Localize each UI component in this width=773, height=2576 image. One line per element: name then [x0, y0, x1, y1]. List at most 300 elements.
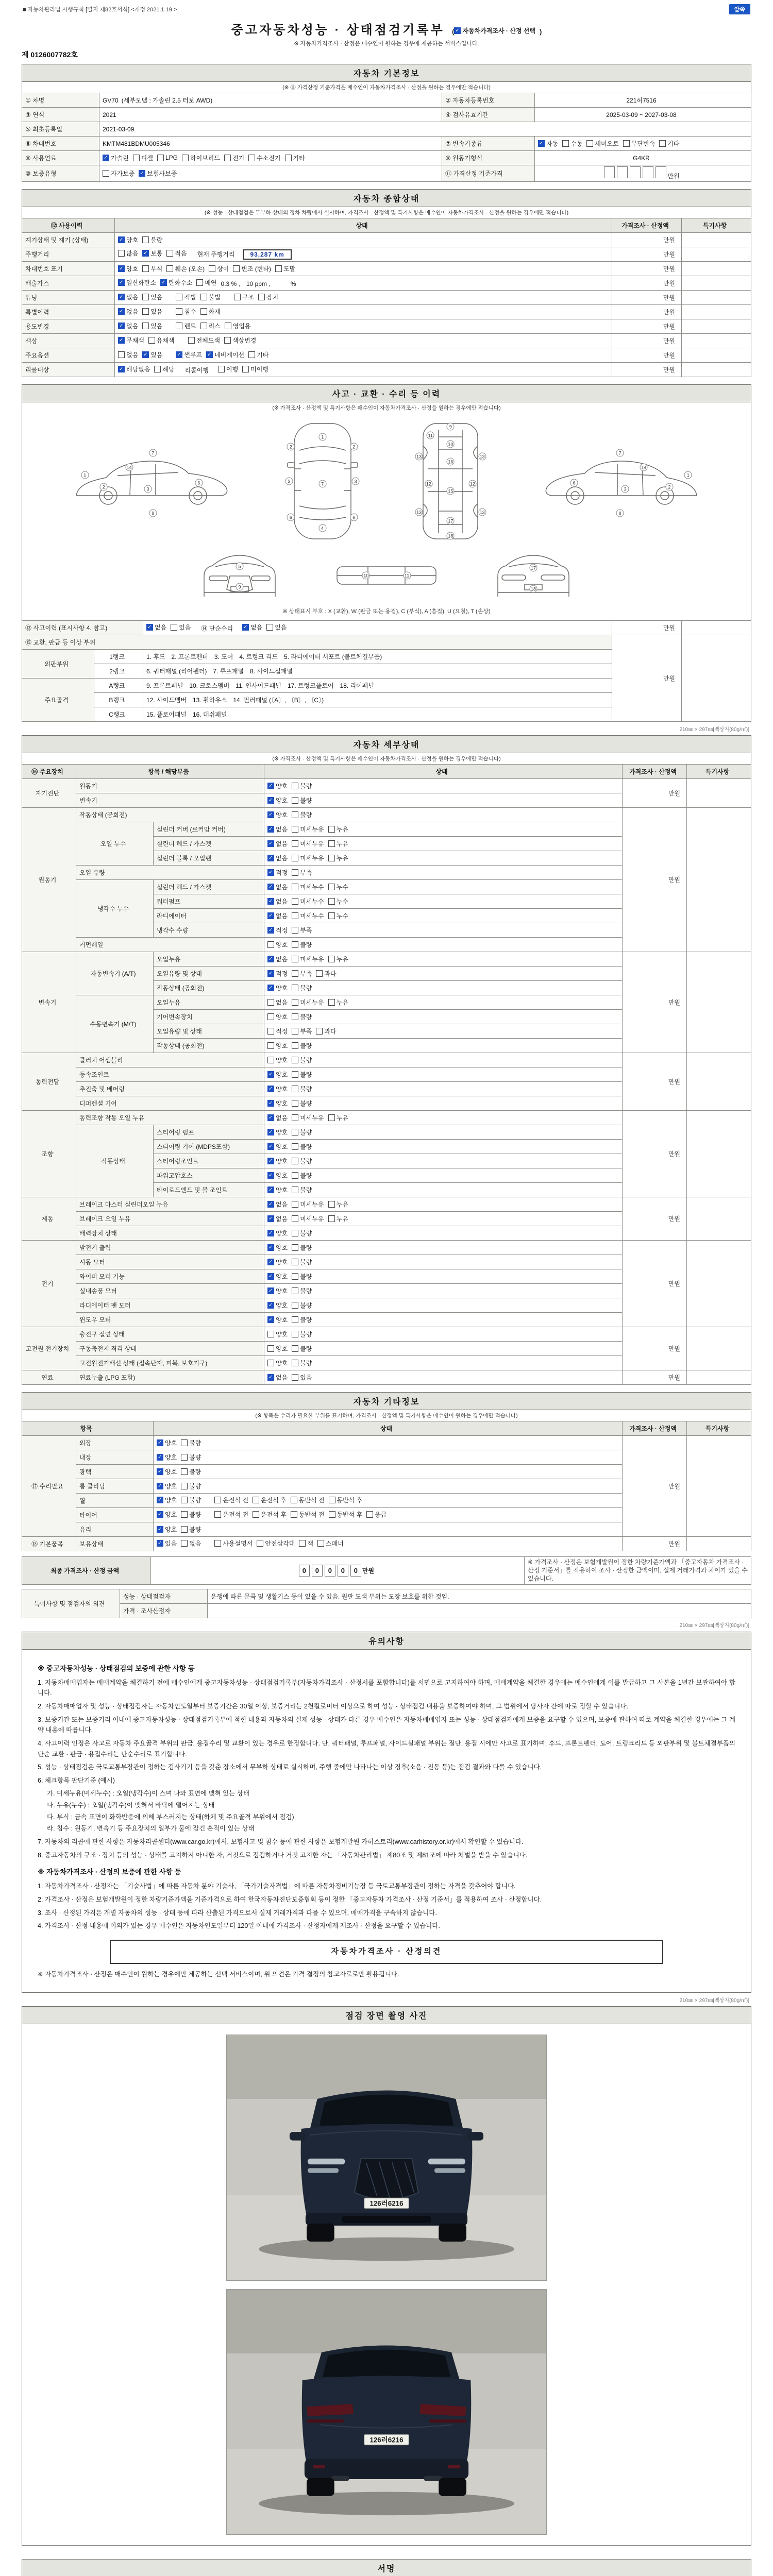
checkbox-icon[interactable]	[154, 366, 161, 372]
checkbox-icon[interactable]	[292, 884, 298, 890]
checkbox-icon[interactable]	[267, 1316, 274, 1323]
checkbox-불량[interactable]	[292, 1056, 312, 1064]
checkbox-불량[interactable]	[292, 940, 312, 949]
checkbox-icon[interactable]	[234, 294, 241, 300]
checkbox-icon[interactable]	[248, 155, 255, 161]
checkbox-양호[interactable]	[267, 1171, 288, 1180]
checkbox-icon[interactable]	[118, 279, 125, 286]
checkbox-양호[interactable]	[267, 796, 288, 805]
checkbox-icon[interactable]	[209, 265, 215, 272]
checkbox-미세누유[interactable]	[292, 854, 324, 862]
checkbox-없음[interactable]	[118, 293, 138, 301]
checkbox-icon[interactable]	[285, 155, 292, 161]
checkbox-icon[interactable]	[266, 624, 273, 631]
checkbox-적정[interactable]	[267, 969, 288, 978]
checkbox-icon[interactable]	[267, 1013, 274, 1020]
checkbox-불량[interactable]	[292, 1243, 312, 1252]
checkbox-icon[interactable]	[171, 624, 177, 631]
checkbox-icon[interactable]	[328, 1201, 335, 1208]
checkbox-불량[interactable]	[181, 1467, 201, 1476]
checkbox-양호[interactable]	[267, 940, 288, 949]
checkbox-기타[interactable]	[285, 154, 305, 162]
checkbox-불량[interactable]	[292, 1315, 312, 1324]
checkbox-icon[interactable]	[292, 1100, 298, 1107]
checkbox-icon[interactable]	[139, 170, 145, 177]
checkbox-훼손 (오손)[interactable]	[166, 264, 205, 273]
checkbox-미세누수[interactable]	[292, 883, 324, 891]
checkbox-icon[interactable]	[157, 1497, 163, 1503]
checkbox-사용설명서[interactable]	[214, 1539, 253, 1548]
checkbox-icon[interactable]	[292, 1071, 298, 1078]
checkbox-누유[interactable]	[328, 1214, 348, 1223]
checkbox-icon[interactable]	[142, 294, 149, 300]
checkbox-icon[interactable]	[292, 840, 298, 847]
checkbox-icon[interactable]	[267, 1100, 274, 1107]
checkbox-부족[interactable]	[292, 926, 312, 935]
checkbox-icon[interactable]	[267, 1273, 274, 1280]
checkbox-양호[interactable]	[267, 1142, 288, 1151]
checkbox-icon[interactable]	[157, 1540, 163, 1547]
checkbox-적법[interactable]	[176, 293, 196, 301]
checkbox-없음[interactable]	[242, 623, 262, 632]
checkbox-icon[interactable]	[328, 912, 335, 919]
checkbox-불량[interactable]	[292, 1157, 312, 1165]
checkbox-icon[interactable]	[454, 27, 461, 34]
checkbox-icon[interactable]	[328, 1114, 335, 1121]
checkbox-icon[interactable]	[118, 323, 125, 329]
checkbox-icon[interactable]	[206, 351, 213, 358]
checkbox-없음[interactable]	[267, 897, 288, 906]
checkbox-불량[interactable]	[292, 1185, 312, 1194]
checkbox-수소전기[interactable]	[248, 154, 280, 162]
checkbox-icon[interactable]	[562, 140, 569, 147]
checkbox-icon[interactable]	[181, 1483, 188, 1489]
checkbox-icon[interactable]	[188, 337, 195, 344]
checkbox-미세누유[interactable]	[292, 1214, 324, 1223]
checkbox-세미오토[interactable]	[586, 139, 618, 148]
checkbox-icon[interactable]	[267, 1360, 274, 1366]
checkbox-icon[interactable]	[267, 783, 274, 789]
checkbox-전체도색[interactable]	[188, 336, 220, 345]
checkbox-디젤[interactable]	[133, 154, 153, 162]
checkbox-없음[interactable]	[181, 1539, 201, 1548]
checkbox-icon[interactable]	[118, 265, 125, 272]
checkbox-부족[interactable]	[292, 1027, 312, 1036]
checkbox-누유[interactable]	[328, 1200, 348, 1209]
checkbox-자동차가격조사 · 산정 선택[interactable]	[454, 26, 535, 35]
checkbox-icon[interactable]	[176, 294, 182, 300]
checkbox-icon[interactable]	[181, 1439, 188, 1446]
checkbox-icon[interactable]	[267, 1345, 274, 1352]
checkbox-있음[interactable]	[292, 1373, 312, 1382]
checkbox-썬루프[interactable]	[176, 350, 202, 359]
checkbox-icon[interactable]	[157, 1468, 163, 1475]
checkbox-icon[interactable]	[329, 1511, 335, 1518]
checkbox-icon[interactable]	[292, 1259, 298, 1265]
checkbox-없음[interactable]	[267, 998, 288, 1007]
checkbox-누유[interactable]	[328, 1113, 348, 1122]
checkbox-icon[interactable]	[166, 265, 173, 272]
checkbox-부식[interactable]	[142, 264, 162, 273]
checkbox-가솔린[interactable]	[103, 154, 129, 162]
checkbox-양호[interactable]	[118, 264, 138, 273]
checkbox-양호[interactable]	[267, 1315, 288, 1324]
checkbox-변조 (변타)[interactable]	[233, 264, 271, 273]
checkbox-icon[interactable]	[181, 1468, 188, 1475]
checkbox-icon[interactable]	[292, 1057, 298, 1063]
checkbox-적정[interactable]	[267, 1027, 288, 1036]
checkbox-icon[interactable]	[292, 1143, 298, 1150]
checkbox-icon[interactable]	[292, 1187, 298, 1193]
checkbox-불량[interactable]	[292, 1012, 312, 1021]
checkbox-양호[interactable]	[157, 1510, 177, 1519]
checkbox-icon[interactable]	[267, 1259, 274, 1265]
checkbox-icon[interactable]	[267, 1302, 274, 1309]
checkbox-icon[interactable]	[157, 1483, 163, 1489]
checkbox-동반석 전[interactable]	[291, 1496, 325, 1504]
checkbox-동반석 후[interactable]	[329, 1496, 363, 1504]
checkbox-icon[interactable]	[292, 1042, 298, 1049]
checkbox-icon[interactable]	[267, 1143, 274, 1150]
checkbox-운전석 후[interactable]	[253, 1496, 287, 1504]
checkbox-양호[interactable]	[267, 1258, 288, 1266]
checkbox-icon[interactable]	[291, 1497, 297, 1503]
checkbox-누수[interactable]	[328, 883, 348, 891]
checkbox-icon[interactable]	[267, 826, 274, 833]
checkbox-icon[interactable]	[142, 308, 149, 315]
checkbox-전기[interactable]	[224, 154, 244, 162]
checkbox-양호[interactable]	[157, 1525, 177, 1534]
checkbox-불량[interactable]	[292, 782, 312, 790]
checkbox-누유[interactable]	[328, 825, 348, 834]
checkbox-양호[interactable]	[157, 1482, 177, 1490]
checkbox-적음[interactable]	[166, 249, 187, 258]
checkbox-없음[interactable]	[267, 955, 288, 963]
checkbox-icon[interactable]	[538, 140, 545, 147]
checkbox-icon[interactable]	[181, 1497, 188, 1503]
checkbox-양호[interactable]	[157, 1467, 177, 1476]
checkbox-불량[interactable]	[292, 1359, 312, 1367]
checkbox-icon[interactable]	[292, 970, 298, 977]
checkbox-양호[interactable]	[267, 1128, 288, 1137]
checkbox-구조[interactable]	[234, 293, 254, 301]
checkbox-유채색[interactable]	[148, 336, 175, 345]
checkbox-있음[interactable]	[142, 293, 162, 301]
checkbox-불량[interactable]	[181, 1510, 201, 1519]
checkbox-icon[interactable]	[267, 1244, 274, 1251]
checkbox-없음[interactable]	[267, 825, 288, 834]
checkbox-미세누유[interactable]	[292, 839, 324, 848]
checkbox-icon[interactable]	[181, 1540, 188, 1547]
checkbox-icon[interactable]	[242, 366, 249, 372]
checkbox-불량[interactable]	[292, 1142, 312, 1151]
checkbox-icon[interactable]	[224, 337, 231, 344]
checkbox-과다[interactable]	[316, 969, 336, 978]
checkbox-있음[interactable]	[171, 623, 191, 632]
checkbox-많음[interactable]	[118, 249, 138, 258]
checkbox-불량[interactable]	[181, 1438, 201, 1447]
checkbox-동반석 전[interactable]	[291, 1510, 325, 1519]
checkbox-icon[interactable]	[214, 1540, 221, 1547]
checkbox-있음[interactable]	[266, 623, 287, 632]
checkbox-누수[interactable]	[328, 911, 348, 920]
checkbox-수동[interactable]	[562, 139, 582, 148]
checkbox-icon[interactable]	[182, 155, 189, 161]
checkbox-icon[interactable]	[267, 797, 274, 804]
checkbox-icon[interactable]	[267, 1331, 274, 1337]
checkbox-매연[interactable]	[196, 278, 216, 287]
checkbox-icon[interactable]	[292, 1287, 298, 1294]
checkbox-불량[interactable]	[181, 1453, 201, 1462]
checkbox-양호[interactable]	[267, 1070, 288, 1079]
checkbox-양호[interactable]	[267, 810, 288, 819]
checkbox-icon[interactable]	[176, 308, 182, 315]
checkbox-icon[interactable]	[329, 1497, 335, 1503]
checkbox-icon[interactable]	[118, 250, 125, 257]
checkbox-icon[interactable]	[267, 855, 274, 861]
checkbox-부족[interactable]	[292, 868, 312, 877]
checkbox-없음[interactable]	[267, 839, 288, 848]
checkbox-적정[interactable]	[267, 868, 288, 877]
checkbox-icon[interactable]	[267, 1158, 274, 1164]
checkbox-icon[interactable]	[267, 1215, 274, 1222]
checkbox-누유[interactable]	[328, 998, 348, 1007]
checkbox-양호[interactable]	[267, 1041, 288, 1050]
checkbox-불량[interactable]	[292, 1286, 312, 1295]
checkbox-icon[interactable]	[118, 351, 125, 358]
checkbox-icon[interactable]	[267, 985, 274, 991]
checkbox-icon[interactable]	[292, 999, 298, 1006]
checkbox-불량[interactable]	[181, 1496, 201, 1504]
checkbox-불량[interactable]	[292, 1301, 312, 1310]
checkbox-icon[interactable]	[291, 1511, 297, 1518]
checkbox-해당[interactable]	[154, 365, 174, 374]
checkbox-미세누유[interactable]	[292, 998, 324, 1007]
checkbox-불법[interactable]	[200, 293, 221, 301]
checkbox-양호[interactable]	[267, 1229, 288, 1238]
checkbox-icon[interactable]	[225, 323, 231, 329]
checkbox-icon[interactable]	[267, 912, 274, 919]
checkbox-양호[interactable]	[267, 1286, 288, 1295]
checkbox-무단변속[interactable]	[623, 139, 655, 148]
checkbox-응급[interactable]	[366, 1510, 386, 1519]
checkbox-장치[interactable]	[258, 293, 278, 301]
checkbox-icon[interactable]	[160, 279, 167, 286]
checkbox-icon[interactable]	[218, 366, 225, 372]
checkbox-양호[interactable]	[267, 1330, 288, 1338]
checkbox-icon[interactable]	[328, 898, 335, 905]
checkbox-icon[interactable]	[267, 1042, 274, 1049]
checkbox-icon[interactable]	[267, 1057, 274, 1063]
checkbox-icon[interactable]	[118, 236, 125, 243]
checkbox-icon[interactable]	[292, 912, 298, 919]
checkbox-양호[interactable]	[267, 1099, 288, 1108]
checkbox-icon[interactable]	[292, 898, 298, 905]
checkbox-icon[interactable]	[142, 250, 149, 257]
checkbox-icon[interactable]	[200, 294, 207, 300]
checkbox-미세누수[interactable]	[292, 897, 324, 906]
checkbox-icon[interactable]	[267, 811, 274, 818]
checkbox-icon[interactable]	[181, 1511, 188, 1518]
checkbox-icon[interactable]	[267, 941, 274, 948]
checkbox-icon[interactable]	[267, 840, 274, 847]
checkbox-탄화수소[interactable]	[160, 278, 192, 287]
checkbox-icon[interactable]	[142, 236, 149, 243]
checkbox-양호[interactable]	[267, 1301, 288, 1310]
checkbox-icon[interactable]	[267, 1028, 274, 1035]
checkbox-기타[interactable]	[659, 139, 679, 148]
checkbox-과다[interactable]	[316, 1027, 336, 1036]
checkbox-icon[interactable]	[148, 337, 155, 344]
checkbox-icon[interactable]	[328, 999, 335, 1006]
checkbox-양호[interactable]	[267, 984, 288, 992]
checkbox-icon[interactable]	[267, 1114, 274, 1121]
checkbox-icon[interactable]	[157, 155, 164, 161]
checkbox-누유[interactable]	[328, 839, 348, 848]
checkbox-icon[interactable]	[267, 927, 274, 934]
checkbox-운전석 전[interactable]	[214, 1496, 248, 1504]
checkbox-icon[interactable]	[328, 855, 335, 861]
checkbox-icon[interactable]	[267, 956, 274, 962]
checkbox-icon[interactable]	[214, 1497, 221, 1503]
checkbox-양호[interactable]	[267, 1056, 288, 1064]
checkbox-icon[interactable]	[623, 140, 630, 147]
checkbox-icon[interactable]	[157, 1439, 163, 1446]
checkbox-icon[interactable]	[267, 1129, 274, 1136]
checkbox-불량[interactable]	[292, 1128, 312, 1137]
checkbox-icon[interactable]	[253, 1511, 259, 1518]
checkbox-하이브리드[interactable]	[182, 154, 220, 162]
checkbox-icon[interactable]	[292, 1158, 298, 1164]
checkbox-영업용[interactable]	[225, 321, 251, 330]
checkbox-icon[interactable]	[292, 985, 298, 991]
checkbox-도말[interactable]	[275, 264, 295, 273]
checkbox-icon[interactable]	[118, 337, 125, 344]
checkbox-색상변경[interactable]	[224, 336, 256, 345]
checkbox-없음[interactable]	[146, 623, 166, 632]
checkbox-icon[interactable]	[267, 1230, 274, 1236]
checkbox-icon[interactable]	[328, 840, 335, 847]
checkbox-양호[interactable]	[157, 1438, 177, 1447]
checkbox-미세누수[interactable]	[292, 911, 324, 920]
checkbox-불량[interactable]	[292, 1344, 312, 1353]
checkbox-icon[interactable]	[292, 1244, 298, 1251]
checkbox-icon[interactable]	[292, 1028, 298, 1035]
checkbox-있음[interactable]	[142, 307, 162, 316]
checkbox-불량[interactable]	[292, 1272, 312, 1281]
checkbox-미세누유[interactable]	[292, 1113, 324, 1122]
checkbox-LPG[interactable]	[157, 154, 178, 161]
checkbox-icon[interactable]	[328, 826, 335, 833]
checkbox-icon[interactable]	[292, 941, 298, 948]
checkbox-icon[interactable]	[366, 1511, 373, 1518]
checkbox-일산화탄소[interactable]	[118, 278, 156, 287]
checkbox-icon[interactable]	[292, 1086, 298, 1092]
checkbox-양호[interactable]	[267, 1243, 288, 1252]
checkbox-icon[interactable]	[157, 1526, 163, 1533]
checkbox-icon[interactable]	[292, 956, 298, 962]
checkbox-부족[interactable]	[292, 969, 312, 978]
checkbox-icon[interactable]	[267, 1201, 274, 1208]
checkbox-icon[interactable]	[214, 1511, 221, 1518]
checkbox-불량[interactable]	[292, 1099, 312, 1108]
checkbox-icon[interactable]	[196, 279, 203, 286]
checkbox-불량[interactable]	[292, 1171, 312, 1180]
checkbox-icon[interactable]	[258, 294, 265, 300]
page-side-badge[interactable]: 앞쪽	[729, 4, 750, 14]
checkbox-icon[interactable]	[586, 140, 593, 147]
checkbox-자동[interactable]	[538, 139, 558, 148]
checkbox-네비게이션[interactable]	[206, 350, 244, 359]
checkbox-icon[interactable]	[157, 1511, 163, 1518]
checkbox-icon[interactable]	[292, 783, 298, 789]
checkbox-icon[interactable]	[292, 1345, 298, 1352]
checkbox-불량[interactable]	[292, 810, 312, 819]
checkbox-icon[interactable]	[133, 155, 140, 161]
checkbox-icon[interactable]	[275, 265, 282, 272]
checkbox-icon[interactable]	[233, 265, 240, 272]
checkbox-icon[interactable]	[292, 1129, 298, 1136]
checkbox-icon[interactable]	[292, 811, 298, 818]
checkbox-icon[interactable]	[659, 140, 666, 147]
checkbox-icon[interactable]	[267, 1287, 274, 1294]
checkbox-icon[interactable]	[267, 970, 274, 977]
checkbox-없음[interactable]	[267, 1200, 288, 1209]
checkbox-icon[interactable]	[267, 1172, 274, 1179]
checkbox-양호[interactable]	[267, 1185, 288, 1194]
checkbox-icon[interactable]	[292, 1114, 298, 1121]
checkbox-icon[interactable]	[292, 1360, 298, 1366]
checkbox-icon[interactable]	[267, 999, 274, 1006]
checkbox-누유[interactable]	[328, 854, 348, 862]
checkbox-스패너[interactable]	[317, 1539, 344, 1548]
checkbox-동반석 후[interactable]	[329, 1510, 363, 1519]
checkbox-icon[interactable]	[253, 1497, 259, 1503]
checkbox-icon[interactable]	[176, 351, 182, 358]
checkbox-미세누유[interactable]	[292, 955, 324, 963]
checkbox-없음[interactable]	[118, 321, 138, 330]
checkbox-icon[interactable]	[146, 624, 153, 631]
checkbox-icon[interactable]	[267, 869, 274, 876]
checkbox-불량[interactable]	[181, 1525, 201, 1534]
checkbox-있음[interactable]	[157, 1539, 177, 1548]
checkbox-불량[interactable]	[181, 1482, 201, 1490]
checkbox-icon[interactable]	[200, 323, 207, 329]
checkbox-icon[interactable]	[267, 1071, 274, 1078]
checkbox-icon[interactable]	[317, 1540, 324, 1547]
checkbox-icon[interactable]	[118, 294, 125, 300]
checkbox-미이행[interactable]	[242, 365, 268, 374]
checkbox-icon[interactable]	[292, 1172, 298, 1179]
checkbox-양호[interactable]	[267, 1359, 288, 1367]
checkbox-없음[interactable]	[267, 883, 288, 891]
checkbox-불량[interactable]	[292, 1084, 312, 1093]
checkbox-있음[interactable]	[142, 350, 162, 359]
checkbox-icon[interactable]	[142, 351, 149, 358]
checkbox-불량[interactable]	[292, 1258, 312, 1266]
checkbox-양호[interactable]	[267, 1084, 288, 1093]
checkbox-불량[interactable]	[292, 1041, 312, 1050]
checkbox-icon[interactable]	[328, 884, 335, 890]
checkbox-icon[interactable]	[292, 1201, 298, 1208]
checkbox-운전석 전[interactable]	[214, 1510, 248, 1519]
checkbox-미세누유[interactable]	[292, 1200, 324, 1209]
checkbox-불량[interactable]	[292, 796, 312, 805]
checkbox-icon[interactable]	[267, 884, 274, 890]
checkbox-icon[interactable]	[292, 1374, 298, 1381]
checkbox-icon[interactable]	[242, 624, 249, 631]
checkbox-이행[interactable]	[218, 365, 238, 374]
